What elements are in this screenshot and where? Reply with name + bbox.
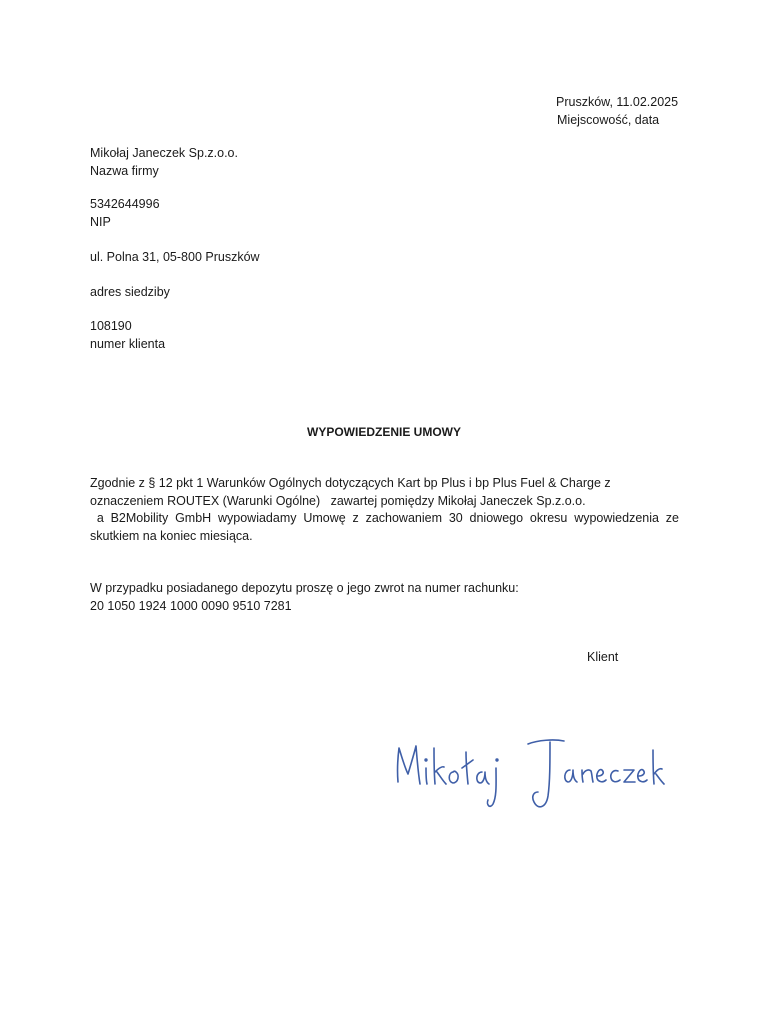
address-label: adres siedziby	[90, 285, 170, 299]
place-date: Pruszków, 11.02.2025	[556, 95, 679, 109]
client-number-label: numer klienta	[90, 336, 166, 351]
place-date-block	[556, 94, 678, 129]
company-name: Mikołaj Janeczek Sp.z.o.o.	[90, 146, 238, 160]
signature-drawing	[378, 712, 668, 822]
paragraph-line: a B2Mobility GmbH wypowiadamy Umowę z zachowaniem 30 dniowego okresu wypowiedzenia ze	[90, 511, 679, 525]
deposit-block	[90, 580, 519, 615]
client-number: 108190	[90, 319, 132, 333]
company-name-block	[90, 145, 238, 180]
nip-value: 5342644996	[90, 197, 160, 211]
address-label-block	[90, 284, 170, 302]
signature-image	[378, 712, 668, 822]
address-value-block	[90, 249, 260, 267]
body-paragraph	[90, 475, 679, 545]
client-number-block	[90, 318, 165, 353]
paragraph-line: skutkiem na koniec miesiąca.	[90, 528, 253, 543]
place-date-label: Miejscowość, data	[557, 112, 660, 127]
client-signature-label: Klient	[587, 650, 619, 664]
nip-label: NIP	[90, 214, 111, 229]
company-name-label: Nazwa firmy	[90, 163, 159, 178]
account-number: 20 1050 1924 1000 0090 9510 7281	[90, 598, 292, 613]
document-title: WYPOWIEDZENIE UMOWY	[307, 425, 461, 439]
paragraph-line: Zgodnie z § 12 pkt 1 Warunków Ogólnych dotyczących Kart bp Plus i bp Plus Fuel & Charge z	[90, 476, 611, 490]
deposit-text: W przypadku posiadanego depozytu proszę o jego zwrot na numer rachunku:	[90, 581, 519, 595]
paragraph-line: oznaczeniem ROUTEX (Warunki Ogólne) zawartej pomiędzy Mikołaj Janeczek Sp.z.o.o.	[90, 493, 586, 508]
address-value: ul. Polna 31, 05-800 Pruszków	[90, 250, 260, 264]
nip-block	[90, 196, 160, 231]
